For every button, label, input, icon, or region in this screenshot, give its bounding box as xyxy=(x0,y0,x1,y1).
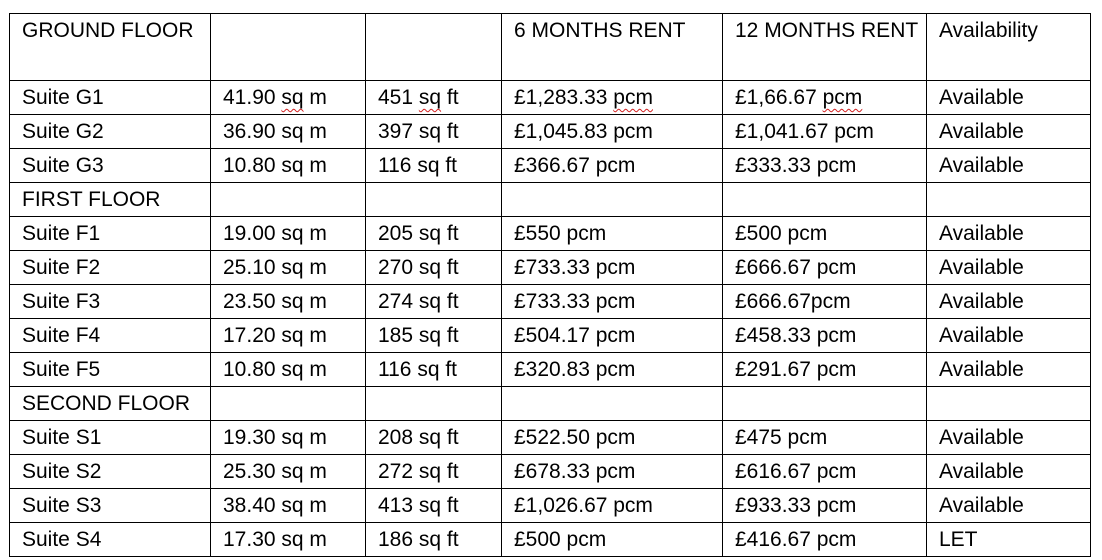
suite-row xyxy=(10,319,1091,353)
area-sqft-cell: 397 sq ft xyxy=(366,115,502,149)
rent-6-months-cell: £678.33 pcm xyxy=(502,455,723,489)
area-sqm-cell: 17.30 sq m xyxy=(211,523,366,557)
area-sqft-cell: 413 sq ft xyxy=(366,489,502,523)
empty-cell xyxy=(211,183,366,217)
area-sqm-cell: 17.20 sq m xyxy=(211,319,366,353)
suite-name-cell: Suite F5 xyxy=(10,353,211,387)
suite-row xyxy=(10,421,1091,455)
availability-cell: Available xyxy=(927,421,1091,455)
availability-cell: Available xyxy=(927,285,1091,319)
header-row xyxy=(10,14,1091,81)
suite-name-cell: Suite G3 xyxy=(10,149,211,183)
suite-name-cell: Suite F4 xyxy=(10,319,211,353)
suite-name-cell: Suite F3 xyxy=(10,285,211,319)
availability-cell: Available xyxy=(927,319,1091,353)
area-sqm-cell: 10.80 sq m xyxy=(211,149,366,183)
table-body xyxy=(10,14,1091,557)
suite-name-cell: Suite S3 xyxy=(10,489,211,523)
floor-section-label: FIRST FLOOR xyxy=(10,183,211,217)
suite-name-cell: Suite S1 xyxy=(10,421,211,455)
rent-12-months-cell: £416.67 pcm xyxy=(723,523,927,557)
area-sqm-cell: 36.90 sq m xyxy=(211,115,366,149)
availability-cell: Available xyxy=(927,353,1091,387)
area-sqft-cell: 116 sq ft xyxy=(366,353,502,387)
empty-cell xyxy=(502,387,723,421)
empty-cell xyxy=(502,183,723,217)
rent-12-months-cell: £333.33 pcm xyxy=(723,149,927,183)
rent-6-months-cell: £1,026.67 pcm xyxy=(502,489,723,523)
suite-row xyxy=(10,489,1091,523)
area-sqm-cell: 25.10 sq m xyxy=(211,251,366,285)
rent-12-months-cell: £1,66.67 pcm xyxy=(723,81,927,115)
area-sqm-cell: 10.80 sq m xyxy=(211,353,366,387)
header-empty-cell xyxy=(366,14,502,81)
area-sqft-cell: 451 sq ft xyxy=(366,81,502,115)
availability-cell: Available xyxy=(927,455,1091,489)
availability-cell: Available xyxy=(927,217,1091,251)
header-12-months-rent: 12 MONTHS RENT xyxy=(723,14,927,81)
availability-cell: Available xyxy=(927,149,1091,183)
floor-section-row xyxy=(10,387,1091,421)
area-sqm-cell: 19.00 sq m xyxy=(211,217,366,251)
rent-12-months-cell: £500 pcm xyxy=(723,217,927,251)
empty-cell xyxy=(366,387,502,421)
suite-row xyxy=(10,455,1091,489)
suite-row xyxy=(10,115,1091,149)
area-sqm-cell: 19.30 sq m xyxy=(211,421,366,455)
area-sqft-cell: 185 sq ft xyxy=(366,319,502,353)
availability-cell: Available xyxy=(927,489,1091,523)
rent-6-months-cell: £550 pcm xyxy=(502,217,723,251)
empty-cell xyxy=(366,183,502,217)
suite-name-cell: Suite G1 xyxy=(10,81,211,115)
area-sqft-cell: 186 sq ft xyxy=(366,523,502,557)
rent-12-months-cell: £458.33 pcm xyxy=(723,319,927,353)
availability-cell: LET xyxy=(927,523,1091,557)
rent-6-months-cell: £522.50 pcm xyxy=(502,421,723,455)
suite-row xyxy=(10,217,1091,251)
rent-12-months-cell: £666.67 pcm xyxy=(723,251,927,285)
rent-6-months-cell: £504.17 pcm xyxy=(502,319,723,353)
rent-12-months-cell: £291.67 pcm xyxy=(723,353,927,387)
suite-row xyxy=(10,353,1091,387)
rent-12-months-cell: £1,041.67 pcm xyxy=(723,115,927,149)
area-sqft-cell: 270 sq ft xyxy=(366,251,502,285)
empty-cell xyxy=(211,387,366,421)
empty-cell xyxy=(723,183,927,217)
floor-section-row xyxy=(10,183,1091,217)
area-sqft-cell: 208 sq ft xyxy=(366,421,502,455)
rent-6-months-cell: £320.83 pcm xyxy=(502,353,723,387)
suite-name-cell: Suite S4 xyxy=(10,523,211,557)
rent-6-months-cell: £366.67 pcm xyxy=(502,149,723,183)
rent-6-months-cell: £500 pcm xyxy=(502,523,723,557)
suite-rent-table xyxy=(9,13,1091,557)
area-sqm-cell: 38.40 sq m xyxy=(211,489,366,523)
rent-12-months-cell: £475 pcm xyxy=(723,421,927,455)
availability-cell: Available xyxy=(927,115,1091,149)
suite-name-cell: Suite F1 xyxy=(10,217,211,251)
availability-cell: Available xyxy=(927,81,1091,115)
rent-12-months-cell: £616.67 pcm xyxy=(723,455,927,489)
rent-6-months-cell: £1,045.83 pcm xyxy=(502,115,723,149)
suite-row xyxy=(10,149,1091,183)
rent-6-months-cell: £1,283.33 pcm xyxy=(502,81,723,115)
suite-row xyxy=(10,251,1091,285)
suite-row xyxy=(10,81,1091,115)
area-sqft-cell: 116 sq ft xyxy=(366,149,502,183)
header-6-months-rent: 6 MONTHS RENT xyxy=(502,14,723,81)
rent-6-months-cell: £733.33 pcm xyxy=(502,251,723,285)
area-sqft-cell: 274 sq ft xyxy=(366,285,502,319)
area-sqm-cell: 25.30 sq m xyxy=(211,455,366,489)
header-empty-cell xyxy=(211,14,366,81)
header-availability: Availability xyxy=(927,14,1091,81)
empty-cell xyxy=(723,387,927,421)
suite-row xyxy=(10,285,1091,319)
area-sqm-cell: 23.50 sq m xyxy=(211,285,366,319)
rent-12-months-cell: £933.33 pcm xyxy=(723,489,927,523)
area-sqm-cell: 41.90 sq m xyxy=(211,81,366,115)
rent-12-months-cell: £666.67pcm xyxy=(723,285,927,319)
floor-section-label: SECOND FLOOR xyxy=(10,387,211,421)
empty-cell xyxy=(927,183,1091,217)
availability-cell: Available xyxy=(927,251,1091,285)
header-floor-label: GROUND FLOOR xyxy=(10,14,211,81)
area-sqft-cell: 205 sq ft xyxy=(366,217,502,251)
suite-name-cell: Suite F2 xyxy=(10,251,211,285)
area-sqft-cell: 272 sq ft xyxy=(366,455,502,489)
suite-name-cell: Suite G2 xyxy=(10,115,211,149)
rent-6-months-cell: £733.33 pcm xyxy=(502,285,723,319)
suite-name-cell: Suite S2 xyxy=(10,455,211,489)
empty-cell xyxy=(927,387,1091,421)
suite-row xyxy=(10,523,1091,557)
